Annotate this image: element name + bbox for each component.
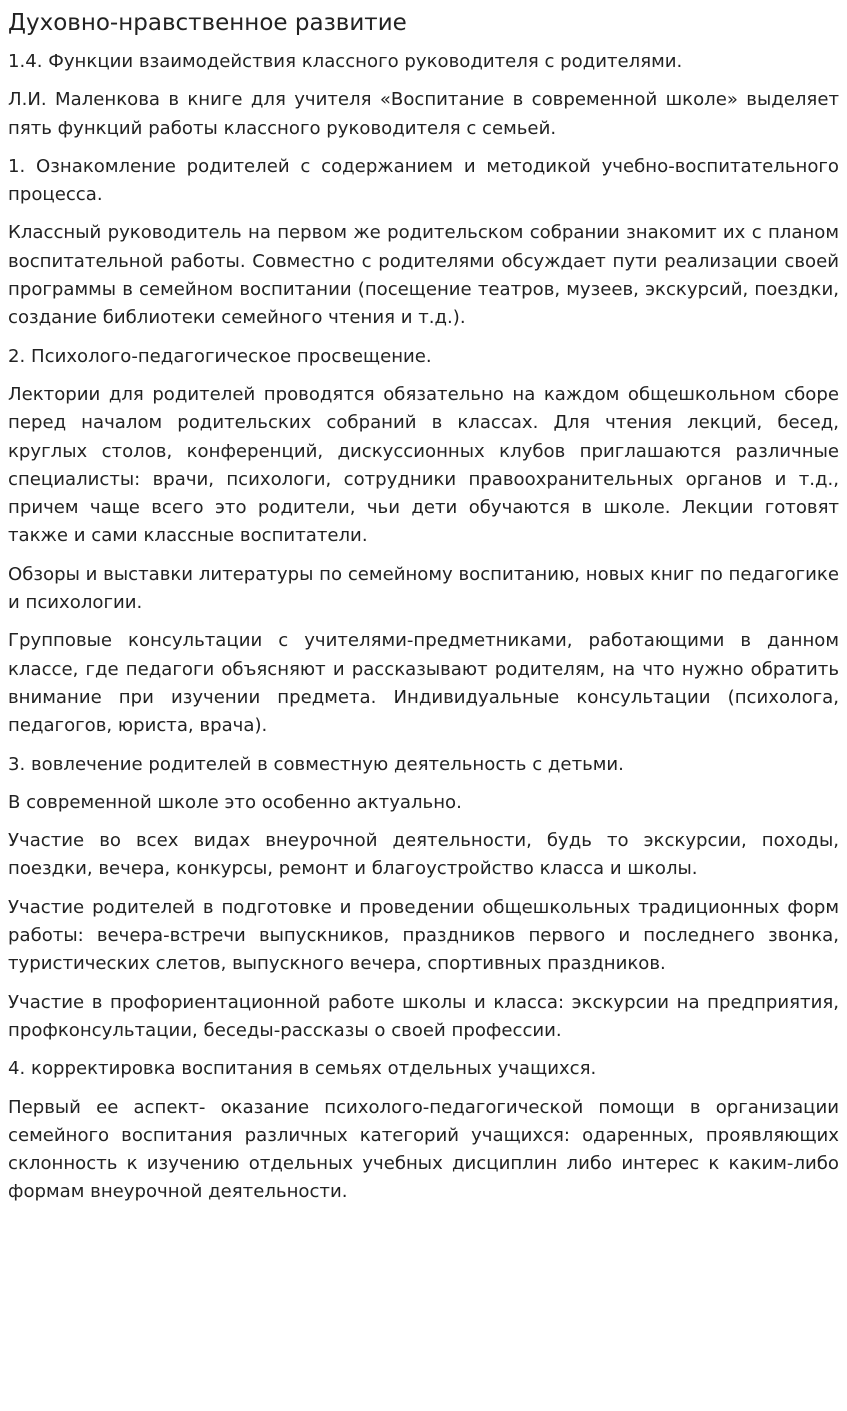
- paragraph: Участие родителей в подготовке и проведении общешкольных традиционных форм работы: вечера-встречи выпускников, праздников первого и последнего звонка, туристических слетов, выпускного вечера, спортивных праздников.: [8, 896, 839, 975]
- paragraph-section-heading-1-4: 1.4. Функции взаимодействия классного руководителя с родителями.: [8, 51, 683, 72]
- paragraph-function-3-heading: 3. вовлечение родителей в совместную деятельность с детьми.: [8, 753, 624, 775]
- paragraph: Классный руководитель на первом же родительском собрании знакомит их с планом воспитательной работы. Совместно с родителями обсуждает пути реализации своей программы в семейном воспитании (посещение театров, музеев, экскурсий, поездки, создание библиотеки семейного чтения и т.д.).: [8, 222, 839, 329]
- paragraph-function-2-heading: 2. Психолого-педагогическое просвещение.: [8, 345, 432, 367]
- paragraph: Лектории для родителей проводятся обязательно на каждом общешкольном сборе перед началом родительских собраний в классах. Для чтения лекций, бесед, круглых столов, конференций, дискуссионных клубов приглашаются различные специалисты: врачи, психологи, сотрудники правоохранительных органов и т.д., причем чаще всего это родители, чьи дети обучаются в школе. Лекции готовят также и сами классные воспитатели.: [8, 383, 839, 547]
- page-title: Духовно-нравственное развитие: [8, 10, 407, 36]
- paragraph: В современной школе это особенно актуально.: [8, 791, 462, 813]
- article-body: [8, 48, 839, 1207]
- paragraph: Л.И. Маленкова в книге для учителя «Воспитание в современной школе» выделяет пять функций работы классного руководителя с семьей.: [8, 89, 839, 139]
- paragraph-function-4-heading: 4. корректировка воспитания в семьях отдельных учащихся.: [8, 1058, 597, 1080]
- paragraph: Групповые консультации с учителями-предметниками, работающими в данном классе, где педагоги объясняют и рассказывают родителям, на что нужно обратить внимание при изучении предмета. Индивидуальные консультации (психолога, педагогов, юриста, врача).: [8, 630, 839, 737]
- paragraph-function-1-heading: 1. Ознакомление родителей с содержанием и методикой учебно-воспитательного процесса.: [8, 155, 839, 206]
- paragraph: Участие во всех видах внеурочной деятельности, будь то экскурсии, походы, поездки, вечера, конкурсы, ремонт и благоустройство класса и школы.: [8, 830, 839, 880]
- paragraph: Первый ее аспект- оказание психолого-педагогической помощи в организации семейного воспитания различных категорий учащихся: одаренных, проявляющих склонность к изучению отдельных учебных дисциплин либо интерес к каким-либо формам внеурочной деятельности.: [8, 1096, 839, 1203]
- paragraph: Участие в профориентационной работе школы и класса: экскурсии на предприятия, профконсультации, беседы-рассказы о своей профессии.: [8, 991, 839, 1041]
- paragraph: Обзоры и выставки литературы по семейному воспитанию, новых книг по педагогике и психологии.: [8, 563, 839, 614]
